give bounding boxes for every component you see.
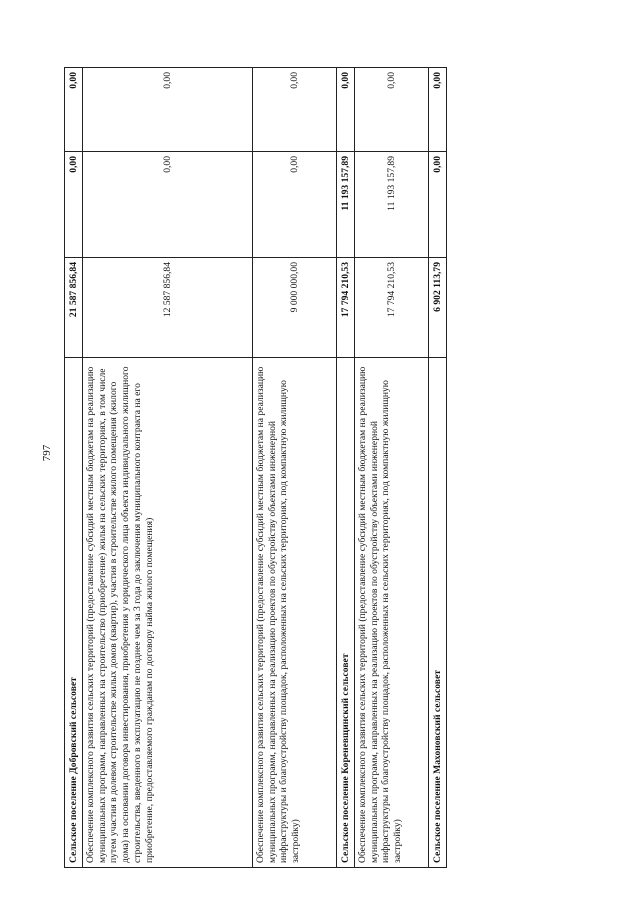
row-value-1: 6 902 113,79 (429, 258, 447, 358)
table-row-section (65, 68, 83, 868)
table-row (253, 68, 337, 868)
row-value-3: 0,00 (337, 68, 355, 152)
budget-table (64, 67, 447, 868)
row-value-3: 0,00 (429, 68, 447, 152)
row-value-2: 0,00 (83, 152, 253, 258)
row-description: Сельское поселение Добровский сельсовет (65, 358, 83, 868)
row-value-1: 17 794 210,53 (337, 258, 355, 358)
row-value-2: 11 193 157,89 (337, 152, 355, 258)
row-value-2: 0,00 (253, 152, 337, 258)
row-description: Обеспечение комплексного развития сельских территорий (предоставление субсидий местным бюджетам на реализацию муниципальных программ, направленных на реализацию проектов по обустройству объектами инженерной инфраструктуры и благоустройству площадок, расположенных на сельских территориях, под компактную жилищную застройку) (355, 358, 429, 868)
row-value-1: 12 587 856,84 (83, 258, 253, 358)
row-description: Обеспечение комплексного развития сельских территорий (предоставление субсидий местным бюджетам на реализацию муниципальных программ, направленных на строительство (приобретение) жилья на сельских территориях, в том числе путем участия в долевом строительстве жилых домов (квартир), участия в строительстве жилого помещения (жилого дома) на основании договора инвестирования, приобретения у юридического лица объекта индивидуального жилищного строительства, введенного в эксплуатацию не позднее чем за 3 года до заключения муниципального контракта на его приобретение, предоставляемого гражданам по договору найма жилого помещения) (83, 358, 253, 868)
row-value-3: 0,00 (83, 68, 253, 152)
row-value-3: 0,00 (253, 68, 337, 152)
row-value-2: 11 193 157,89 (355, 152, 429, 258)
budget-table-rotated (64, 68, 446, 868)
row-value-1: 17 794 210,53 (355, 258, 429, 358)
row-value-1: 21 587 856,84 (65, 258, 83, 358)
table-row (83, 68, 253, 868)
row-value-2: 0,00 (65, 152, 83, 258)
table-row-section (337, 68, 355, 868)
page-number: 797 (41, 444, 53, 462)
table-row (355, 68, 429, 868)
table-row-section (429, 68, 447, 868)
row-description: Сельское поселение Кореневщинский сельсовет (337, 358, 355, 868)
row-value-2: 0,00 (429, 152, 447, 258)
row-description: Сельское поселение Махоновский сельсовет (429, 358, 447, 868)
row-value-3: 0,00 (355, 68, 429, 152)
row-value-3: 0,00 (65, 68, 83, 152)
row-description: Обеспечение комплексного развития сельских территорий (предоставление субсидий местным бюджетам на реализацию муниципальных программ, направленных на реализацию проектов по обустройству объектами инженерной инфраструктуры и благоустройству площадок, расположенных на сельских территориях, под компактную жилищную застройку) (253, 358, 337, 868)
row-value-1: 9 000 000,00 (253, 258, 337, 358)
